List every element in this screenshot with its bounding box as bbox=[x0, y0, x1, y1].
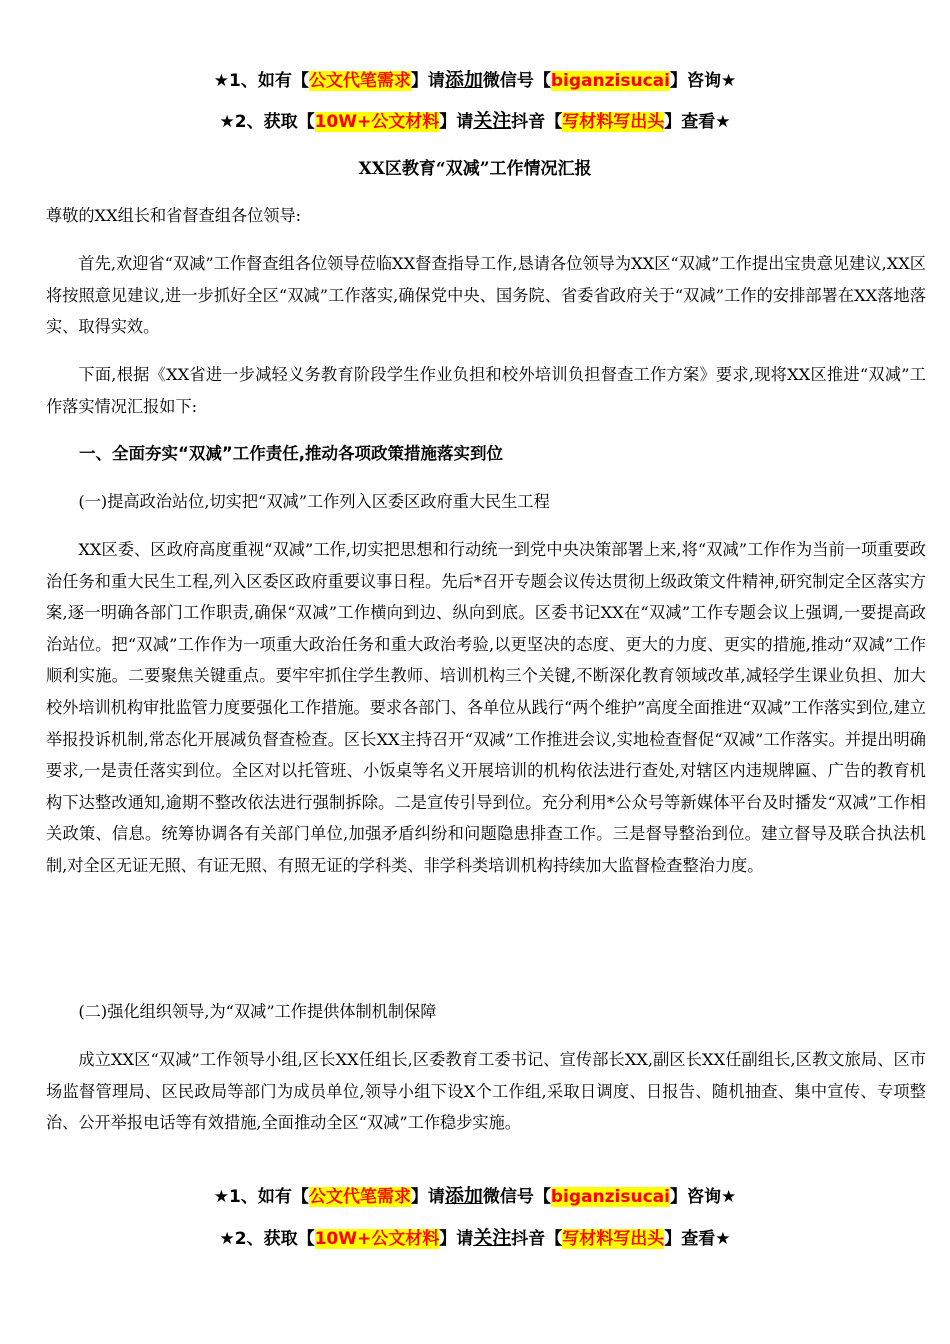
banner-text: 抖音【 bbox=[511, 112, 563, 132]
banner-text: ★1、如有【 bbox=[213, 71, 309, 91]
underlined-text: 添加 bbox=[444, 1185, 483, 1207]
paragraph-overview: 下面,根据《XX省进一步减轻义务教育阶段学生作业负担和校外培训负担督查工作方案》要求,现将XX区推进“双减”工作落实情况汇报如下: bbox=[46, 365, 926, 416]
banner-text: ★2、获取【 bbox=[219, 112, 315, 132]
wechat-id-highlight: biganzisucai bbox=[550, 71, 670, 91]
promo-banner-3 bbox=[0, 1184, 950, 1209]
banner-text: ★1、如有【 bbox=[213, 1187, 309, 1207]
promo-banner-2 bbox=[0, 109, 950, 134]
banner-text: 】请 bbox=[410, 71, 445, 91]
wechat-id-highlight: biganzisucai bbox=[550, 1187, 670, 1207]
highlight-text: 公文代笔需求 bbox=[308, 71, 411, 91]
underlined-text: 添加 bbox=[444, 69, 483, 91]
banner-text: 】查看★ bbox=[664, 112, 731, 132]
promo-banner-1 bbox=[0, 68, 950, 93]
banner-text: 】查看★ bbox=[664, 1229, 731, 1249]
subsection-heading-1: (一)提高政治站位,切实把“双减”工作列入区委区政府重大民生工程 bbox=[78, 492, 550, 511]
subsection-heading-2: (二)强化组织领导,为“双减”工作提供体制机制保障 bbox=[78, 1002, 437, 1021]
banner-text: 】请 bbox=[439, 112, 474, 132]
banner-text: 微信号【 bbox=[482, 1187, 551, 1207]
banner-text: 】咨询★ bbox=[669, 71, 737, 91]
underlined-text: 关注 bbox=[473, 110, 512, 132]
section-heading-1: 一、全面夯实“双减”工作责任,推动各项政策措施落实到位 bbox=[79, 444, 503, 463]
document-title: XX区教育“双减”工作情况汇报 bbox=[358, 159, 592, 179]
douyin-highlight: 写材料写出头 bbox=[562, 1229, 665, 1249]
promo-banner-4 bbox=[0, 1226, 950, 1251]
banner-text: 】咨询★ bbox=[669, 1187, 737, 1207]
paragraph-intro: 首先,欢迎省“双减”工作督查组各位领导莅临XX督查指导工作,恳请各位领导为XX区“双减”工作提出宝贵意见建议,XX区将按照意见建议,进一步抓好全区“双减”工作落实,确保党中央、国务院、省委省政府关于“双减”工作的安排部署在XX落地落实、取得实效。 bbox=[46, 254, 926, 337]
highlight-text: 10W+公文材料 bbox=[314, 112, 440, 132]
highlight-text: 10W+公文材料 bbox=[314, 1229, 440, 1249]
banner-text: 抖音【 bbox=[511, 1229, 563, 1249]
banner-text: 微信号【 bbox=[482, 71, 551, 91]
highlight-text: 公文代笔需求 bbox=[308, 1187, 411, 1207]
underlined-text: 关注 bbox=[473, 1227, 512, 1249]
banner-text: 】请 bbox=[410, 1187, 445, 1207]
salutation: 尊敬的XX组长和省督查组各位领导: bbox=[46, 206, 302, 225]
paragraph-section1: XX区委、区政府高度重视“双减”工作,切实把思想和行动统一到党中央决策部署上来,将“双减”工作作为当前一项重要政治任务和重大民生工程,列入区委区政府重要议事日程。先后*召开专题会议传达贯彻上级政策文件精神,研究制定全区落实方案,逐一明确各部门工作职责,确保“双减”工作横向到边、纵向到底。区委书记XX在“双减”工作专题会议上强调,一要提高政治站位。把“双减”工作作为一项重大政治任务和重大政治考验,以更坚决的态度、更大的力度、更实的措施,推动“双减”工作顺利实施。二要聚焦关键重点。要牢牢抓住学生教师、培训机构三个关键,不断深化教育领域改革,减轻学生课业负担、加大校外培训机构审批监管力度要强化工作措施。要求各部门、各单位从践行“两个维护”高度全面推进“双减”工作落实到位,建立举报投诉机制,常态化开展减负督查检查。区长XX主持召开“双减”工作推进会议,实地检查督促“双减”工作落实。并提出明确要求,一是责任落实到位。全区对以托管班、小饭桌等名义开展培训的机构依法进行查处,对辖区内违规牌匾、广告的教育机构下达整改通知,逾期不整改依法进行强制拆除。二是宣传引导到位。充分利用*公众号等新媒体平台及时播发“双减”工作相关政策、信息。统筹协调各有关部门单位,加强矛盾纠纷和问题隐患排查工作。三是督导整治到位。建立督导及联合执法机制,对全区无证无照、有证无照、有照无证的学科类、非学科类培训机构持续加大监督检查整治力度。 bbox=[46, 540, 926, 875]
douyin-highlight: 写材料写出头 bbox=[562, 112, 665, 132]
paragraph-section2: 成立XX区“双减”工作领导小组,区长XX任组长,区委教育工委书记、宣传部长XX,副区长XX任副组长,区教文旅局、区市场监督管理局、区民政局等部门为成员单位,领导小组下设X个工作组,采取日调度、日报告、随机抽查、集中宣传、专项整治、公开举报电话等有效措施,全面推动全区“双减”工作稳步实施。 bbox=[46, 1050, 926, 1133]
banner-text: ★2、获取【 bbox=[219, 1229, 315, 1249]
banner-text: 】请 bbox=[439, 1229, 474, 1249]
